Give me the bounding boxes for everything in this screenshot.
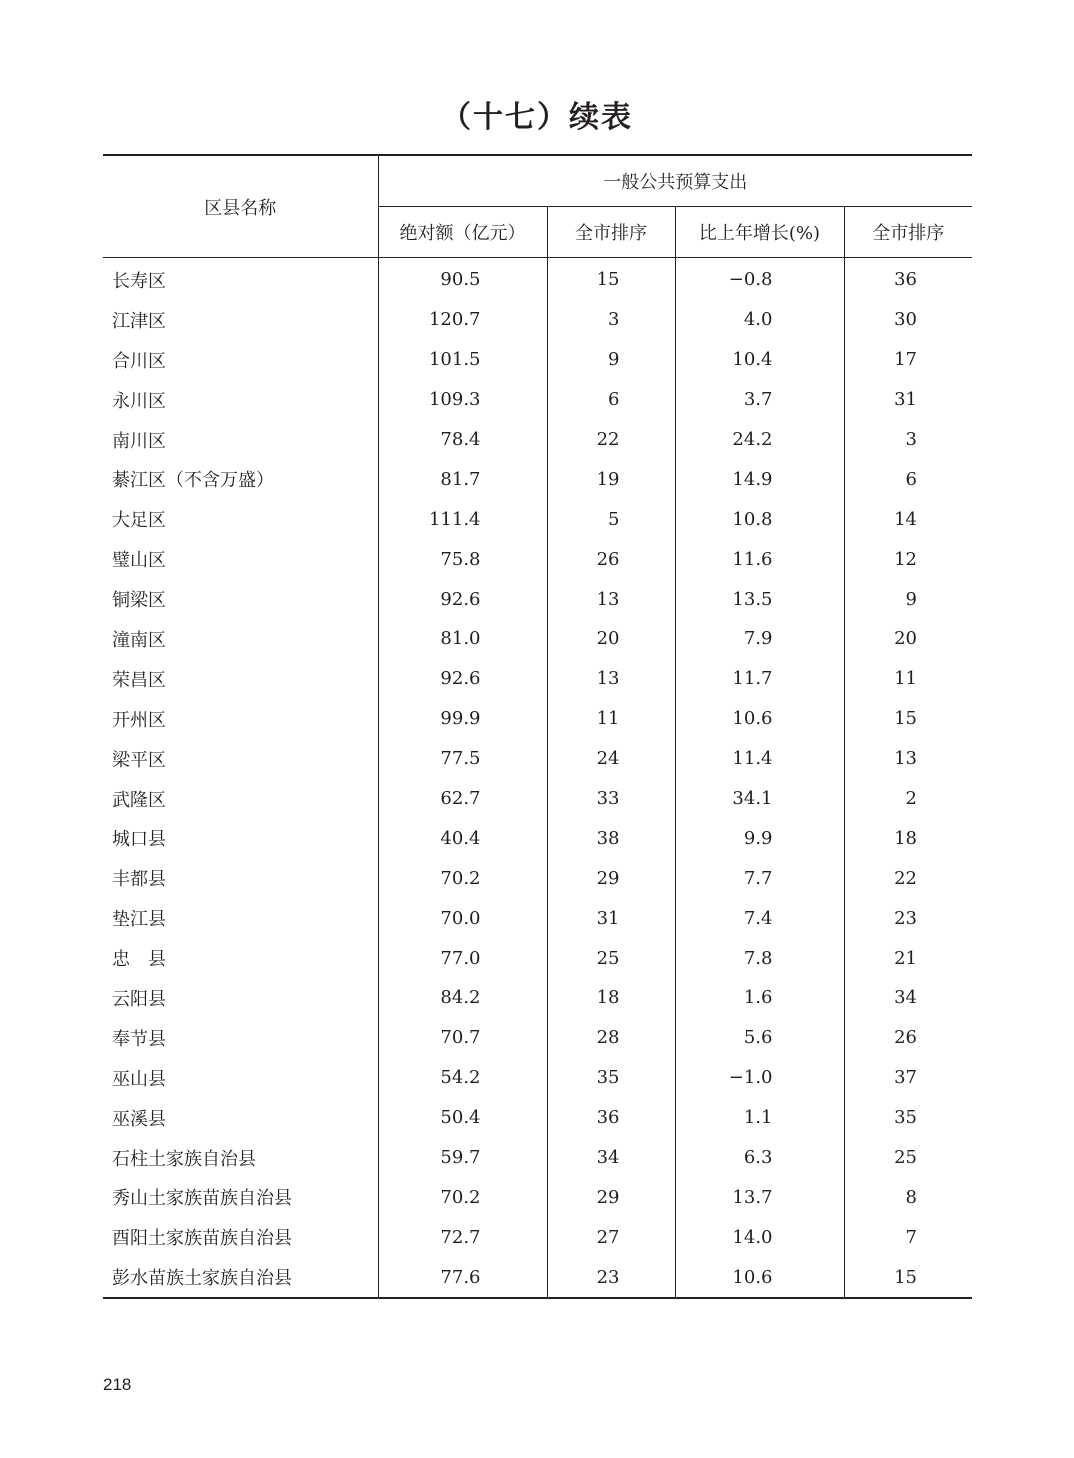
table-row <box>103 818 972 858</box>
amount-cell: 77.5 <box>378 739 547 779</box>
amount-cell: 75.8 <box>378 539 547 579</box>
county-name-cell: 璧山区 <box>103 539 378 579</box>
amount-cell: 92.6 <box>378 659 547 699</box>
growth-rank-cell: 3 <box>905 429 917 450</box>
growth-cell: 7.9 <box>675 619 844 659</box>
growth-rank-cell: 7 <box>905 1226 917 1248</box>
growth-rank-cell: 36 <box>894 269 917 291</box>
amount-cell: 70.2 <box>378 1177 547 1217</box>
growth-cell: 1.1 <box>675 1098 844 1138</box>
amount-rank-cell: 22 <box>547 420 675 460</box>
amount-rank-cell: 20 <box>547 619 675 659</box>
growth-cell: 7.7 <box>675 858 844 898</box>
amount-cell: 54.2 <box>378 1058 547 1098</box>
amount-rank-cell: 23 <box>547 1257 675 1298</box>
growth-rank-cell: 9 <box>905 588 917 610</box>
table-row <box>103 258 972 300</box>
table-row <box>103 779 972 819</box>
growth-rank-cell: 2 <box>905 788 917 810</box>
growth-cell: 3.7 <box>675 380 844 420</box>
growth-cell: 10.6 <box>675 699 844 739</box>
amount-cell: 109.3 <box>378 380 547 420</box>
county-name-cell: 城口县 <box>103 818 378 858</box>
amount-cell: 50.4 <box>378 1098 547 1138</box>
county-name-cell: 垫江县 <box>103 898 378 938</box>
growth-cell: 1.6 <box>675 978 844 1018</box>
table-row <box>103 938 972 978</box>
amount-rank-cell: 28 <box>547 1018 675 1058</box>
county-name-cell: 武隆区 <box>103 779 378 819</box>
county-name-cell: 巫溪县 <box>103 1098 378 1138</box>
amount-cell: 40.4 <box>378 818 547 858</box>
amount-cell: 111.4 <box>378 499 547 539</box>
county-name-cell: 巫山县 <box>103 1058 378 1098</box>
county-name-cell: 开州区 <box>103 699 378 739</box>
amount-rank-cell: 24 <box>547 739 675 779</box>
page-title: （十七）续表 <box>441 100 633 135</box>
amount-rank-cell: 29 <box>547 1177 675 1217</box>
growth-rank-cell: 23 <box>894 907 917 929</box>
table-row <box>103 340 972 380</box>
amount-cell: 77.6 <box>378 1257 547 1298</box>
growth-cell: 5.6 <box>675 1018 844 1058</box>
growth-cell: 11.6 <box>675 539 844 579</box>
county-name-cell: 彭水苗族土家族自治县 <box>103 1257 378 1298</box>
amount-rank-cell: 5 <box>547 499 675 539</box>
header-absolute-amount: 绝对额（亿元） <box>378 207 547 258</box>
growth-rank-cell: 30 <box>894 309 917 331</box>
table-header <box>103 155 972 258</box>
table-row <box>103 380 972 420</box>
growth-rank-cell: 22 <box>894 867 917 889</box>
growth-cell: 9.9 <box>675 818 844 858</box>
growth-cell: 10.6 <box>675 1257 844 1298</box>
header-city-rank: 全市排序 <box>547 207 675 258</box>
page-number: 218 <box>103 1375 132 1394</box>
county-name-cell: 铜梁区 <box>103 579 378 619</box>
growth-cell: 7.8 <box>675 938 844 978</box>
amount-rank-cell: 11 <box>547 699 675 739</box>
amount-rank-cell: 33 <box>547 779 675 819</box>
county-name-cell: 梁平区 <box>103 739 378 779</box>
growth-rank-cell: 8 <box>905 1186 917 1208</box>
table-row <box>103 579 972 619</box>
growth-rank-cell: 11 <box>894 668 917 690</box>
amount-cell: 62.7 <box>378 779 547 819</box>
growth-rank-cell: 20 <box>894 628 917 650</box>
growth-cell: 11.4 <box>675 739 844 779</box>
county-name-cell: 石柱土家族自治县 <box>103 1138 378 1178</box>
growth-cell: −1.0 <box>675 1058 844 1098</box>
amount-rank-cell: 15 <box>547 258 675 300</box>
county-name-cell: 荣昌区 <box>103 659 378 699</box>
table-row <box>103 739 972 779</box>
county-name-cell: 酉阳土家族苗族自治县 <box>103 1217 378 1257</box>
amount-cell: 90.5 <box>378 258 547 300</box>
amount-cell: 70.7 <box>378 1018 547 1058</box>
amount-rank-cell: 31 <box>547 898 675 938</box>
header-growth-city-rank: 全市排序 <box>844 207 972 258</box>
table-row <box>103 1257 972 1298</box>
growth-cell: −0.8 <box>675 258 844 300</box>
amount-rank-cell: 13 <box>547 659 675 699</box>
header-general-budget-expenditure: 一般公共预算支出 <box>378 155 972 207</box>
growth-rank-cell: 18 <box>894 827 917 849</box>
county-name-cell: 丰都县 <box>103 858 378 898</box>
amount-cell: 59.7 <box>378 1138 547 1178</box>
amount-cell: 101.5 <box>378 340 547 380</box>
header-growth-rate: 比上年增长(%) <box>675 207 844 258</box>
growth-cell: 34.1 <box>675 779 844 819</box>
amount-rank-cell: 9 <box>547 340 675 380</box>
amount-cell: 120.7 <box>378 300 547 340</box>
county-name-cell: 合川区 <box>103 340 378 380</box>
growth-cell: 14.9 <box>675 459 844 499</box>
amount-rank-cell: 26 <box>547 539 675 579</box>
growth-cell: 4.0 <box>675 300 844 340</box>
amount-rank-cell: 6 <box>547 380 675 420</box>
growth-rank-cell: 17 <box>894 349 917 371</box>
amount-cell: 72.7 <box>378 1217 547 1257</box>
county-name-cell: 永川区 <box>103 380 378 420</box>
table-row <box>103 699 972 739</box>
amount-rank-cell: 29 <box>547 858 675 898</box>
amount-rank-cell: 25 <box>547 938 675 978</box>
growth-rank-cell: 26 <box>894 1027 917 1049</box>
table-row <box>103 499 972 539</box>
amount-rank-cell: 19 <box>547 459 675 499</box>
growth-rank-cell: 6 <box>905 468 917 490</box>
amount-cell: 78.4 <box>378 420 547 460</box>
county-name-cell: 綦江区（不含万盛） <box>103 459 378 499</box>
growth-rank-cell: 21 <box>894 947 917 969</box>
county-name-cell: 奉节县 <box>103 1018 378 1058</box>
table-row <box>103 459 972 499</box>
growth-rank-cell: 15 <box>894 708 917 730</box>
amount-cell: 70.2 <box>378 858 547 898</box>
amount-cell: 99.9 <box>378 699 547 739</box>
table-row <box>103 978 972 1018</box>
county-name-cell: 长寿区 <box>103 258 378 300</box>
growth-rank-cell: 15 <box>894 1266 917 1288</box>
table-row <box>103 858 972 898</box>
growth-cell: 24.2 <box>675 420 844 460</box>
amount-rank-cell: 35 <box>547 1058 675 1098</box>
table-row <box>103 659 972 699</box>
table-row <box>103 1018 972 1058</box>
header-county-name: 区县名称 <box>103 155 378 258</box>
table-row <box>103 898 972 938</box>
growth-cell: 13.7 <box>675 1177 844 1217</box>
table-body <box>103 258 972 1299</box>
growth-rank-cell: 14 <box>894 508 917 530</box>
table-row <box>103 1138 972 1178</box>
amount-cell: 81.7 <box>378 459 547 499</box>
table-row <box>103 420 972 460</box>
budget-expenditure-table <box>103 154 972 1299</box>
amount-cell: 84.2 <box>378 978 547 1018</box>
growth-cell: 13.5 <box>675 579 844 619</box>
table-row <box>103 1058 972 1098</box>
amount-rank-cell: 38 <box>547 818 675 858</box>
table-row <box>103 300 972 340</box>
growth-cell: 14.0 <box>675 1217 844 1257</box>
amount-rank-cell: 3 <box>547 300 675 340</box>
amount-rank-cell: 18 <box>547 978 675 1018</box>
growth-cell: 7.4 <box>675 898 844 938</box>
county-name-cell: 南川区 <box>103 420 378 460</box>
growth-cell: 10.4 <box>675 340 844 380</box>
county-name-cell: 大足区 <box>103 499 378 539</box>
table-row <box>103 539 972 579</box>
growth-rank-cell: 12 <box>894 548 917 570</box>
amount-rank-cell: 34 <box>547 1138 675 1178</box>
amount-cell: 77.0 <box>378 938 547 978</box>
county-name-cell: 秀山土家族苗族自治县 <box>103 1177 378 1217</box>
county-name-cell: 江津区 <box>103 300 378 340</box>
county-name-cell: 潼南区 <box>103 619 378 659</box>
amount-rank-cell: 36 <box>547 1098 675 1138</box>
growth-cell: 11.7 <box>675 659 844 699</box>
amount-rank-cell: 13 <box>547 579 675 619</box>
growth-cell: 10.8 <box>675 499 844 539</box>
growth-rank-cell: 25 <box>894 1147 917 1169</box>
growth-rank-cell: 13 <box>894 748 917 770</box>
amount-cell: 92.6 <box>378 579 547 619</box>
amount-cell: 70.0 <box>378 898 547 938</box>
table-row <box>103 1098 972 1138</box>
growth-rank-cell: 35 <box>894 1107 917 1129</box>
amount-cell: 81.0 <box>378 619 547 659</box>
table-row <box>103 1177 972 1217</box>
table-row <box>103 1217 972 1257</box>
county-name-cell: 云阳县 <box>103 978 378 1018</box>
table-row <box>103 619 972 659</box>
growth-rank-cell: 37 <box>894 1067 917 1089</box>
county-name-cell: 忠 县 <box>103 938 378 978</box>
growth-rank-cell: 34 <box>894 987 917 1009</box>
growth-cell: 6.3 <box>675 1138 844 1178</box>
growth-rank-cell: 31 <box>894 389 917 411</box>
amount-rank-cell: 27 <box>547 1217 675 1257</box>
